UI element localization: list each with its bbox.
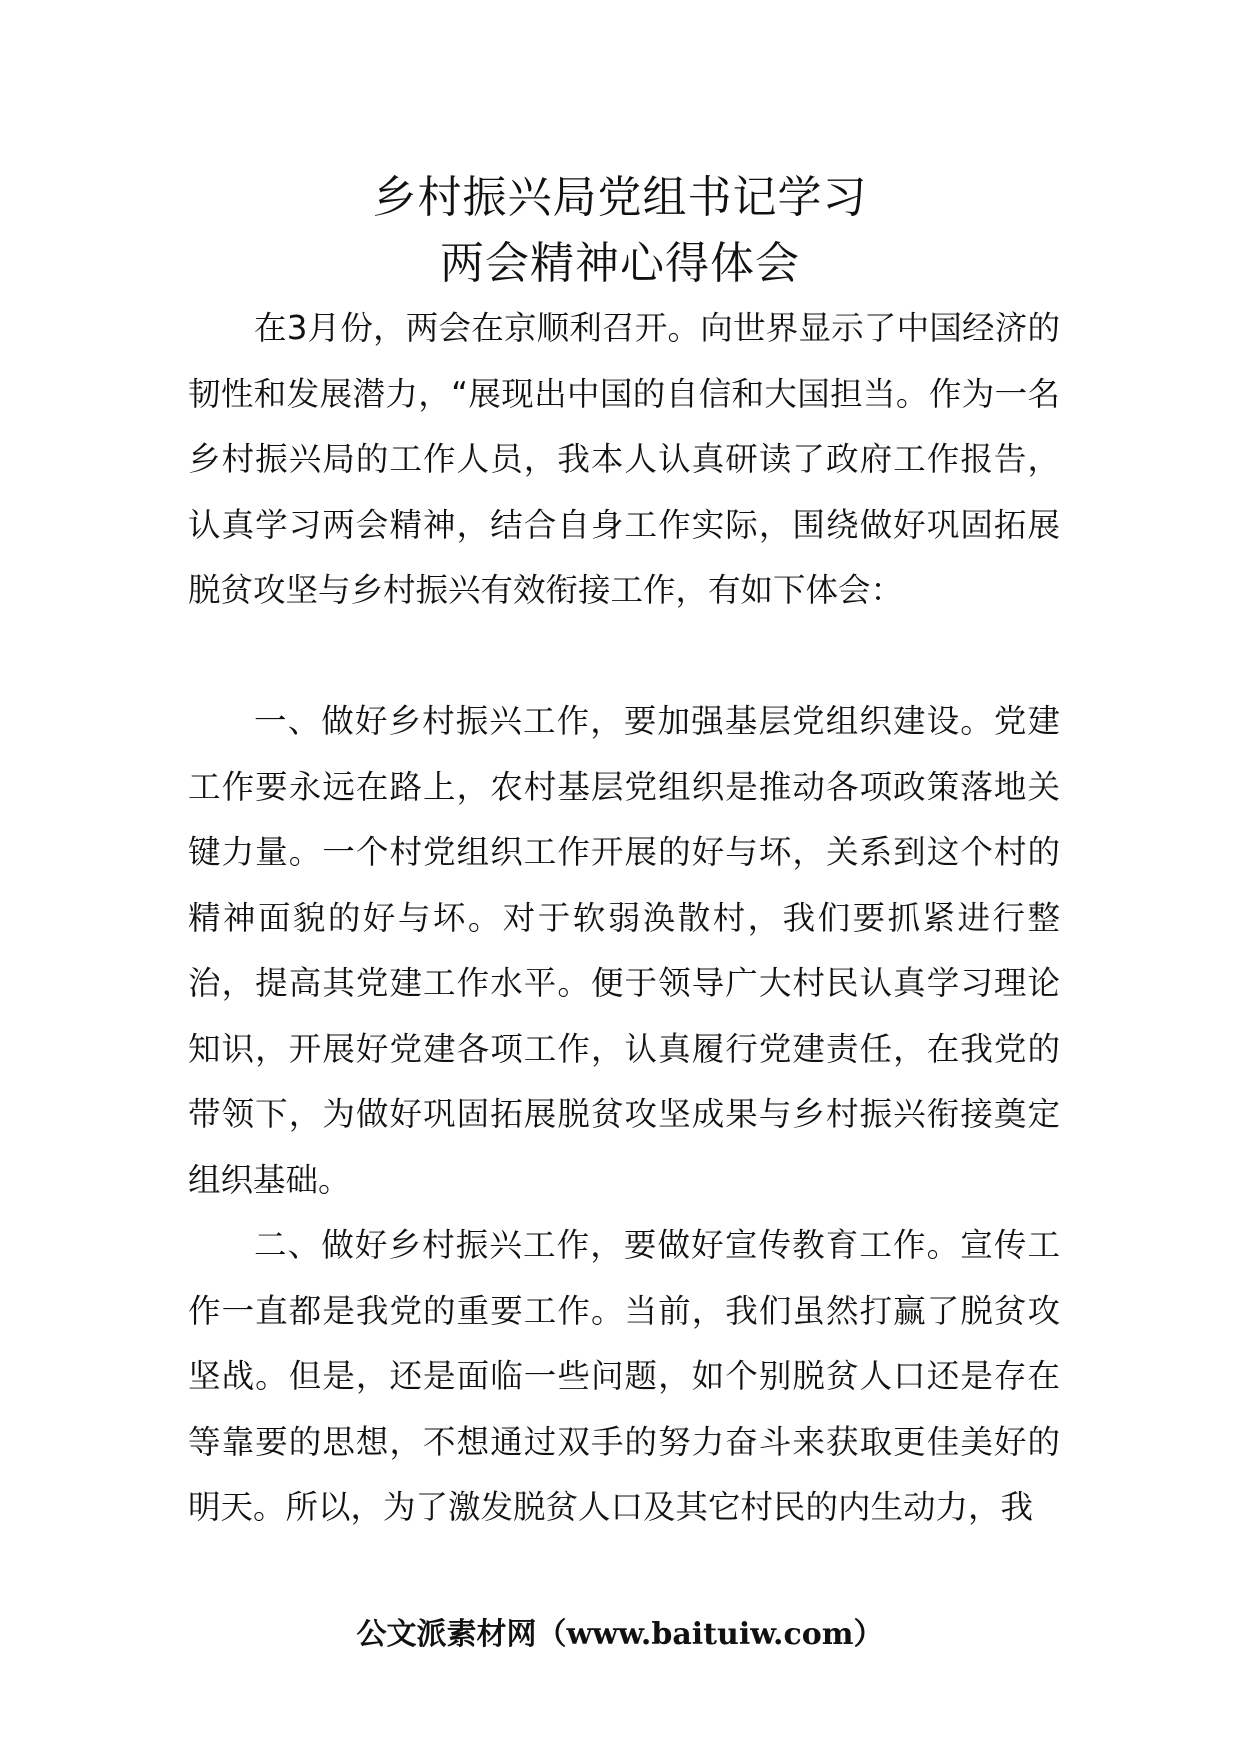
document-body bbox=[188, 296, 1060, 1541]
paragraph-point-two: 二、做好乡村振兴工作，要做好宣传教育工作。宣传工作一直都是我党的重要工作。当前，我们虽然打赢了脱贫攻坚战。但是，还是面临一些问题，如个别脱贫人口还是存在等靠要的思想，不想通过双手的努力奋斗来获取更佳美好的明天。所以，为了激发脱贫人口及其它村民的内生动力，我 bbox=[188, 1226, 1060, 1526]
document-title-line-1: 乡村振兴局党组书记学习 bbox=[372, 172, 868, 223]
paragraph-point-one: 一、做好乡村振兴工作，要加强基层党组织建设。党建工作要永远在路上，农村基层党组织是推动各项政策落地关键力量。一个村党组织工作开展的好与坏，关系到这个村的精神面貌的好与坏。对于软弱涣散村，我们要抓紧进行整治，提高其党建工作水平。便于领导广大村民认真学习理论知识，开展好党建各项工作，认真履行党建责任，在我党的带领下，为做好巩固拓展脱贫攻坚成果与乡村振兴衔接奠定组织基础。 bbox=[188, 702, 1060, 1199]
document-title-line-2: 两会精神心得体会 bbox=[440, 238, 800, 289]
source-footer: 公文派素材网（www.baituiw.com） bbox=[356, 1617, 884, 1652]
paragraph-intro: 在3月份，两会在京顺利召开。向世界显示了中国经济的韧性和发展潜力，“展现出中国的自信和大国担当。作为一名乡村振兴局的工作人员，我本人认真研读了政府工作报告，认真学习两会精神，结合自身工作实际，围绕做好巩固拓展脱贫攻坚与乡村振兴有效衔接工作，有如下体会： bbox=[188, 309, 1060, 609]
